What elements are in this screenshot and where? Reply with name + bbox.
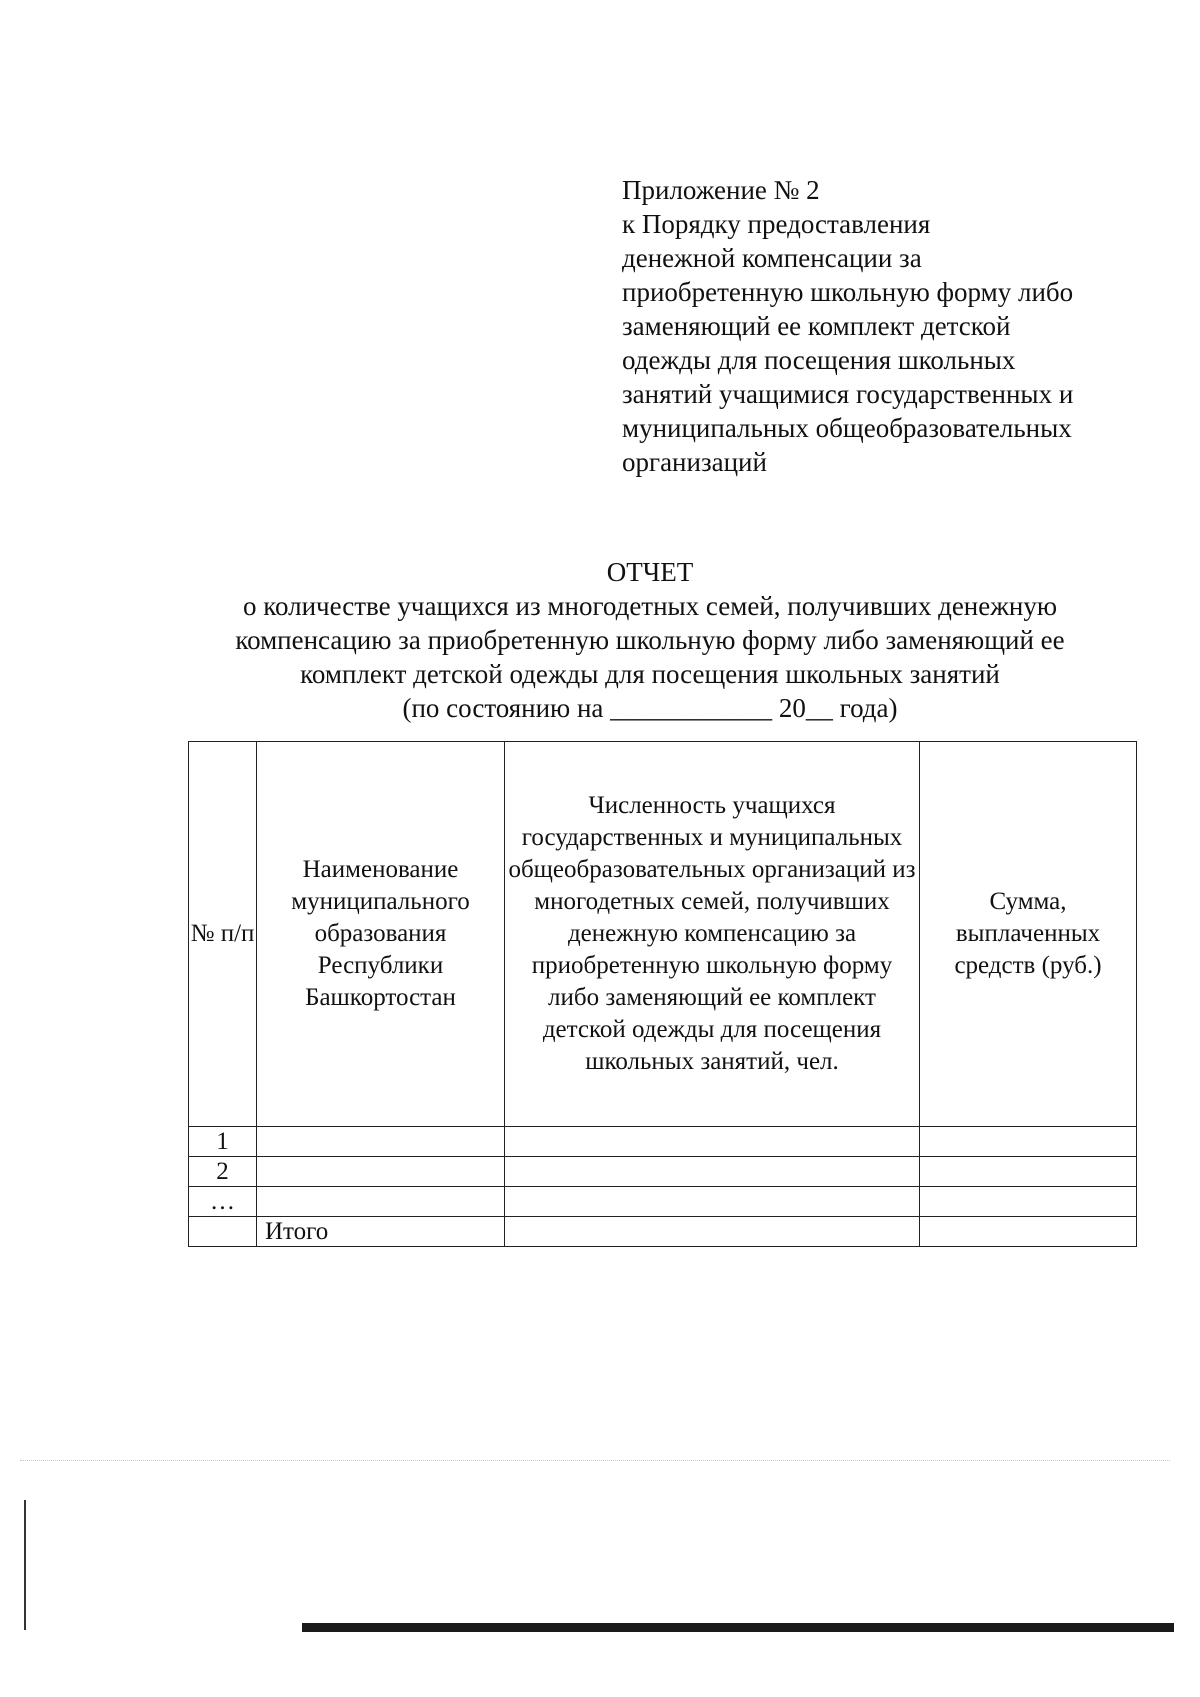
appendix-line: Приложение № 2 (622, 175, 820, 205)
row-count (505, 1187, 920, 1217)
row-sum (920, 1127, 1137, 1157)
appendix-line: организаций (622, 447, 767, 477)
row-count (505, 1157, 920, 1187)
report-title: ОТЧЕТ (606, 557, 694, 587)
row-name (257, 1127, 505, 1157)
scan-edge-line (24, 1500, 26, 1630)
header-num: № п/п (189, 742, 257, 1127)
appendix-line: приобретенную школьную форму либо (622, 277, 1074, 307)
report-date-line: (по состоянию на ____________ 20__ года) (402, 693, 898, 723)
row-name (257, 1187, 505, 1217)
table-total-row (189, 1217, 1137, 1247)
table-row (189, 1127, 1137, 1157)
row-sum (920, 1157, 1137, 1187)
report-subtitle-line: о количестве учащихся из многодетных семей, получивших денежную (242, 591, 1058, 621)
appendix-line: денежной компенсации за (622, 243, 922, 273)
appendix-line: занятий учащимися государственных и (622, 379, 1074, 409)
row-num: 1 (189, 1127, 257, 1157)
appendix-line: одежды для посещения школьных (622, 345, 1016, 375)
row-count (505, 1127, 920, 1157)
table-row (189, 1187, 1137, 1217)
report-subtitle-line: комплект детской одежды для посещения школьных занятий (300, 659, 1000, 689)
total-label: Итого (257, 1217, 505, 1247)
header-student-count: Численность учащихся государственных и муниципальных общеобразовательных организаций из многодетных семей, получивших денежную компенсацию за приобретенную школьную форму либо заменяющий ее комплект детской одежды для посещения школьных занятий, чел. (505, 742, 920, 1127)
appendix-line: муниципальных общеобразовательных (622, 413, 1072, 443)
row-sum (920, 1187, 1137, 1217)
total-sum (920, 1217, 1137, 1247)
scan-artifact-dots (20, 1460, 1170, 1461)
total-count (505, 1217, 920, 1247)
report-heading (150, 555, 1150, 725)
report-table (188, 741, 1137, 1247)
scan-bottom-bar (302, 1623, 1174, 1632)
row-name (257, 1157, 505, 1187)
appendix-line: заменяющий ее комплект детской (622, 311, 1011, 341)
appendix-line: к Порядку предоставления (622, 209, 931, 239)
appendix-block (622, 173, 1142, 479)
header-amount-paid: Сумма, выплаченных средств (руб.) (920, 742, 1137, 1127)
header-municipality-name: Наименование муниципального образования Республики Башкортостан (257, 742, 505, 1127)
row-num: 2 (189, 1157, 257, 1187)
total-num (189, 1217, 257, 1247)
row-num: … (189, 1187, 257, 1217)
table-header-row (189, 742, 1137, 1127)
table-row (189, 1157, 1137, 1187)
report-subtitle-line: компенсацию за приобретенную школьную форму либо заменяющий ее (235, 625, 1065, 655)
